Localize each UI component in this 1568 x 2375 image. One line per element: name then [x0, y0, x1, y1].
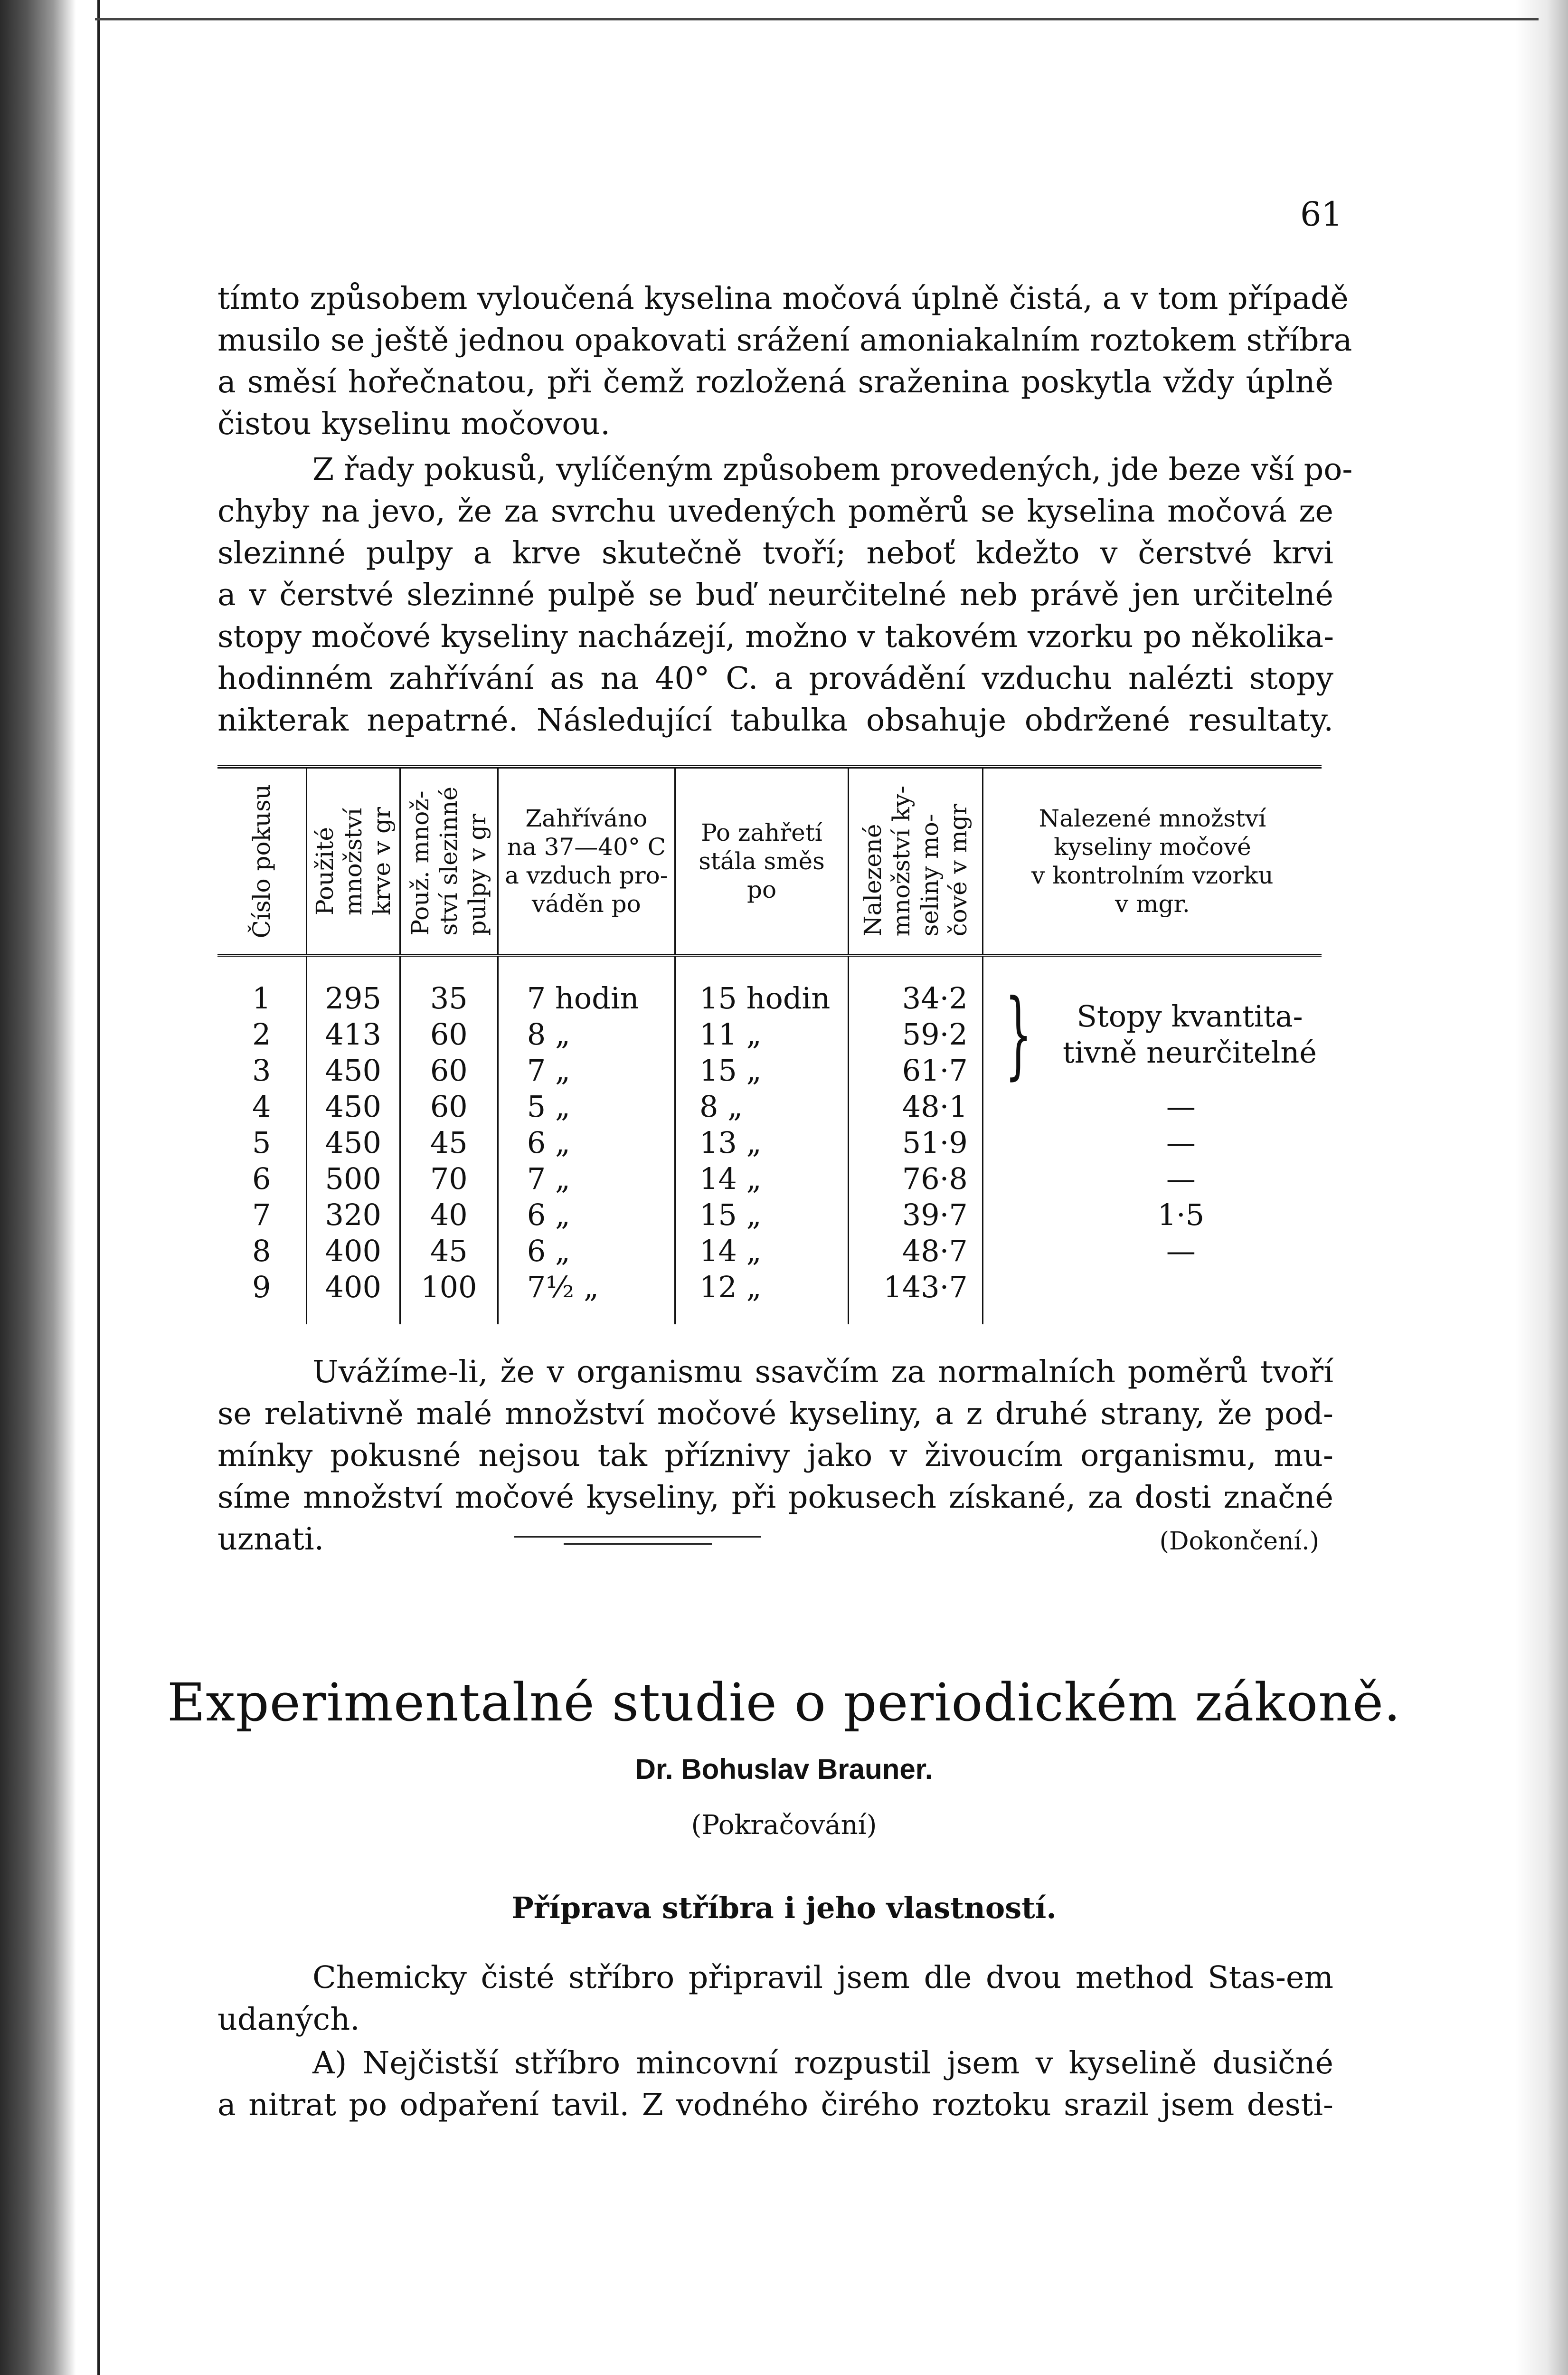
control-value: 1·5 [1157, 1197, 1205, 1232]
article-title: Experimentalné studie o periodickém zákoně. [167, 1672, 1401, 1733]
text-line: a nitrat po odpaření tavil. Z vodného čirého roztoku srazil jsem desti- [217, 2087, 1333, 2123]
text-line: chyby na jevo, že za svrchu uvedených poměrů se kyselina močová ze [217, 494, 1333, 529]
col-blood: 295 413 450 450 450 500 320 400 400 [306, 955, 400, 1324]
header-control: Nalezené množství kyseliny močové v kontrolním vzorku v mgr. [982, 769, 1322, 955]
section-separator [514, 1536, 761, 1545]
text-line: se relativně malé množství močové kyseliny, a z druhé strany, že pod- [217, 1396, 1333, 1432]
paragraph-3-ending [217, 1519, 1333, 1562]
text-line: nikterak nepatrné. Následující tabulka obsahuje obdržené resultaty. [217, 703, 1333, 738]
text-line: a směsí hořečnatou, při čemž rozložená sraženina poskytla vždy úplně [217, 364, 1333, 400]
end-note: (Dokončení.) [1159, 1527, 1319, 1556]
control-value: — [1166, 1161, 1196, 1196]
page-edge-line [97, 0, 100, 2375]
text-line: Chemicky čisté stříbro připravil jsem dle dvou method Stas-em [312, 1960, 1333, 1995]
header-blood: Použité množství krve v gr [306, 769, 400, 955]
text-line: síme množství močové kyseliny, při pokusech získané, za dosti značné [217, 1480, 1333, 1515]
col-heated: 7 hodin 8 „ 7 „ 5 „ 6 „ 7 „ 6 „ 6 „ 7½ „ [498, 955, 675, 1324]
header-trial: Číslo pokusu [217, 769, 306, 955]
table-body [217, 955, 1322, 1324]
brace-symbol: } [1004, 979, 1032, 1090]
text-line: udaných. [217, 2002, 360, 2037]
page-number: 61 [1300, 195, 1343, 234]
paragraph-1 [217, 278, 1352, 445]
col-pulp: 35 60 60 60 45 70 40 45 100 [400, 955, 498, 1324]
article-author: Dr. Bohuslav Brauner. [635, 1753, 933, 1785]
text-line: uznati. [217, 1521, 324, 1557]
table-header-row [217, 769, 1322, 955]
text-line: hodinném zahřívání as na 40° C. a provádění vzduchu nalézti stopy [217, 661, 1333, 696]
paragraph-2 [217, 449, 1353, 741]
text-line: mínky pokusné nejsou tak příznivy jako v živoucím organismu, mu- [217, 1438, 1333, 1473]
header-pulp: Použ. množ- ství slezinné pulpy v gr [400, 769, 498, 955]
text-line: stopy močové kyseliny nacházejí, možno v takovém vzorku po několika- [217, 619, 1334, 655]
text-line: čistou kyselinu močovou. [217, 406, 610, 442]
text-line: tímto způsobem vyloučená kyselina močová úplně čistá, a v tom případě [217, 281, 1349, 316]
continuation-note: (Pokračování) [691, 1810, 877, 1841]
control-brace-group [988, 980, 1317, 1089]
control-value: — [1166, 1125, 1196, 1160]
text-line: musilo se ještě jednou opakovati srážení amoniakalním roztokem stříbra [217, 323, 1352, 358]
header-found: Nalezené množství ky- seliny mo- čové v mgr [849, 769, 983, 955]
paragraph-3 [217, 1351, 1333, 1562]
text-line: Z řady pokusů, vylíčeným způsobem provedených, jde beze vší po- [312, 452, 1353, 487]
text-line: slezinné pulpy a krve skutečně tvoří; neboť kdežto v čerstvé krvi [217, 535, 1333, 571]
col-control [982, 955, 1322, 1324]
col-trial: 1 2 3 4 5 6 7 8 9 [217, 955, 306, 1324]
text-line: a v čerstvé slezinné pulpě se buď neurčitelné neb právě jen určitelné [217, 577, 1333, 613]
control-value: — [1166, 1234, 1196, 1268]
col-found: 34·2 59·2 61·7 48·1 51·9 76·8 39·7 48·7 143·7 [849, 955, 983, 1324]
scan-shadow-left [0, 0, 76, 2375]
section-heading: Příprava stříbra i jeho vlastností. [511, 1890, 1057, 1925]
text-line: Uvážíme-li, že v organismu ssavčím za normalních poměrů tvoří [312, 1354, 1333, 1390]
results-table [217, 765, 1322, 1324]
header-stood: Po zahřetí stála směs po [675, 769, 848, 955]
control-text: Stopy kvantita- [1077, 999, 1303, 1034]
control-text: tivně neurčitelné [1063, 1035, 1317, 1070]
article-paragraph-2 [217, 2042, 1333, 2126]
control-value: — [1166, 1089, 1196, 1124]
header-heated: Zahříváno na 37—40° C a vzduch pro- váděn po [498, 769, 675, 955]
page-top-line [95, 18, 1539, 20]
col-stood: 15 hodin 11 „ 15 „ 8 „ 13 „ 14 „ 15 „ 14 „ 12 „ [675, 955, 848, 1324]
scan-shadow-right [1516, 0, 1568, 2375]
text-line: A) Nejčistší stříbro mincovní rozpustil jsem v kyselině dusičné [312, 2045, 1333, 2081]
article-paragraph-1 [217, 1957, 1333, 2041]
